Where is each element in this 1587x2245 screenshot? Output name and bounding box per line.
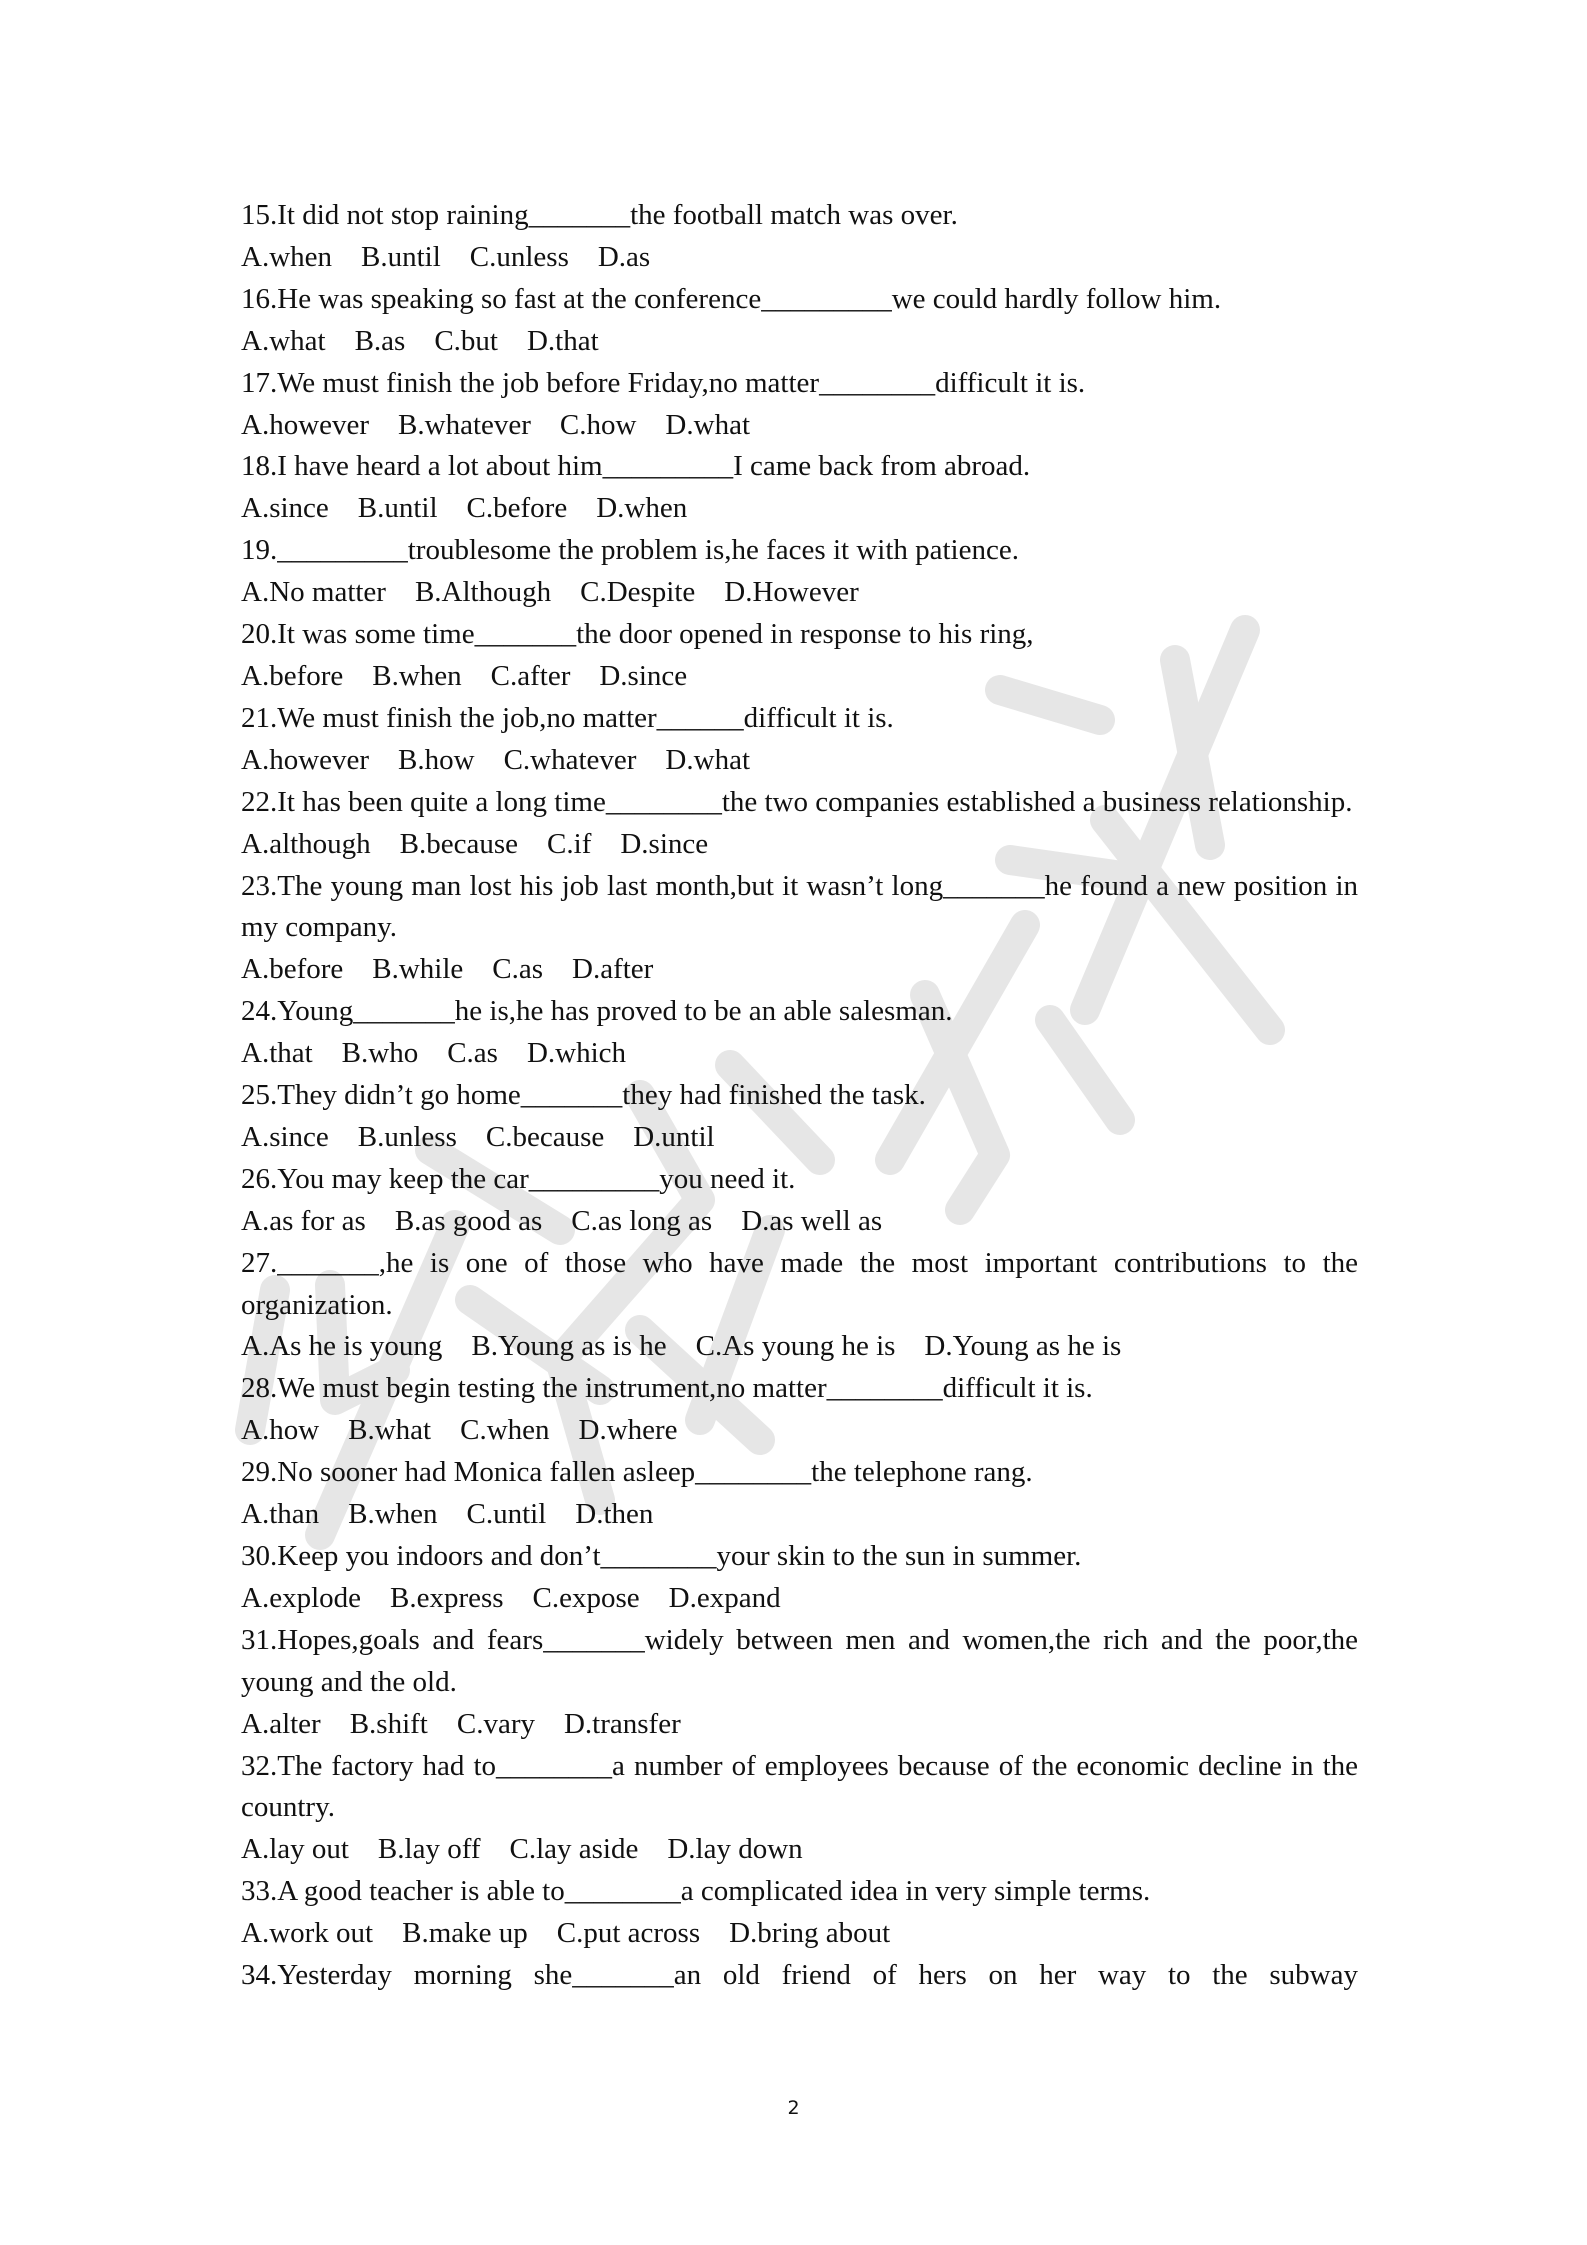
question-26 <box>241 1159 1358 1243</box>
question-17 <box>241 363 1358 447</box>
answer-options: A.before B.while C.as D.after <box>241 953 654 986</box>
answer-options: A.however B.how C.whatever D.what <box>241 743 751 776</box>
answer-options: A.although B.because C.if D.since <box>241 827 709 860</box>
question-33 <box>241 1871 1358 1955</box>
question-stem: 24.Young_______he is,he has proved to be an able salesman. <box>241 995 953 1028</box>
answer-options: A.since B.unless C.because D.until <box>241 1120 715 1153</box>
question-list <box>241 195 1358 1997</box>
answer-options: A.how B.what C.when D.where <box>241 1414 678 1447</box>
question-29 <box>241 1452 1358 1536</box>
answer-options: A.alter B.shift C.vary D.transfer <box>241 1707 681 1740</box>
question-stem: 25.They didn’t go home_______they had finished the task. <box>241 1079 926 1112</box>
question-stem: 15.It did not stop raining_______the football match was over. <box>241 199 958 231</box>
question-18 <box>241 446 1358 530</box>
answer-options: A.No matter B.Although C.Despite D.However <box>241 576 859 609</box>
question-19 <box>241 530 1358 614</box>
question-stem: 20.It was some time_______the door opened in response to his ring, <box>241 618 1034 651</box>
question-20 <box>241 614 1358 698</box>
question-21 <box>241 698 1358 782</box>
answer-options: A.As he is young B.Young as is he C.As young he is D.Young as he is <box>241 1330 1122 1363</box>
question-stem: 26.You may keep the car_________you need it. <box>241 1162 796 1195</box>
question-24 <box>241 991 1358 1075</box>
page-number: 2 <box>787 2097 800 2119</box>
question-stem: 17.We must finish the job before Friday,no matter________difficult it is. <box>241 366 1086 399</box>
question-stem: 29.No sooner had Monica fallen asleep________the telephone rang. <box>241 1456 1033 1489</box>
question-stem: 21.We must finish the job,no matter______difficult it is. <box>241 701 894 734</box>
question-stem: 32.The factory had to________a number of employees because of the economic decline in the country. <box>241 1749 1358 1824</box>
question-23 <box>241 866 1358 992</box>
question-stem: 16.He was speaking so fast at the conference_________we could hardly follow him. <box>241 282 1222 315</box>
question-34 <box>241 1955 1358 1997</box>
answer-options: A.that B.who C.as D.which <box>241 1037 627 1070</box>
question-stem: 34.Yesterday morning she_______an old friend of hers on her way to the subway <box>241 1959 1358 1992</box>
answer-options: A.explode B.express C.expose D.expand <box>241 1581 781 1614</box>
question-27 <box>241 1243 1358 1369</box>
question-stem: 19._________troublesome the problem is,he faces it with patience. <box>241 534 1019 567</box>
question-25 <box>241 1075 1358 1159</box>
question-28 <box>241 1368 1358 1452</box>
answer-options: A.since B.until C.before D.when <box>241 492 688 525</box>
answer-options: A.lay out B.lay off C.lay aside D.lay down <box>241 1833 803 1866</box>
answer-options: A.than B.when C.until D.then <box>241 1498 654 1531</box>
question-stem: 18.I have heard a lot about him_________I came back from abroad. <box>241 450 1031 483</box>
question-31 <box>241 1620 1358 1746</box>
answer-options: A.as for as B.as good as C.as long as D.as well as <box>241 1204 883 1237</box>
question-stem: 33.A good teacher is able to________a complicated idea in very simple terms. <box>241 1875 1151 1908</box>
question-stem: 31.Hopes,goals and fears_______widely between men and women,the rich and the poor,the young and the old. <box>241 1623 1358 1698</box>
question-stem: 23.The young man lost his job last month,but it wasn’t long_______he found a new position in my company. <box>241 869 1358 944</box>
question-22 <box>241 782 1358 866</box>
answer-options: A.before B.when C.after D.since <box>241 659 688 692</box>
question-stem: 27._______,he is one of those who have made the most important contributions to the organization. <box>241 1246 1358 1321</box>
question-15 <box>241 195 1358 279</box>
answer-options: A.when B.until C.unless D.as <box>241 240 651 273</box>
question-16 <box>241 279 1358 363</box>
question-32 <box>241 1746 1358 1872</box>
question-30 <box>241 1536 1358 1620</box>
question-stem: 22.It has been quite a long time________the two companies established a business relationship. <box>241 785 1353 818</box>
answer-options: A.work out B.make up C.put across D.bring about <box>241 1917 891 1950</box>
question-stem: 28.We must begin testing the instrument,no matter________difficult it is. <box>241 1372 1093 1405</box>
question-stem: 30.Keep you indoors and don’t________your skin to the sun in summer. <box>241 1540 1082 1572</box>
answer-options: A.what B.as C.but D.that <box>241 324 599 357</box>
answer-options: A.however B.whatever C.how D.what <box>241 408 751 441</box>
